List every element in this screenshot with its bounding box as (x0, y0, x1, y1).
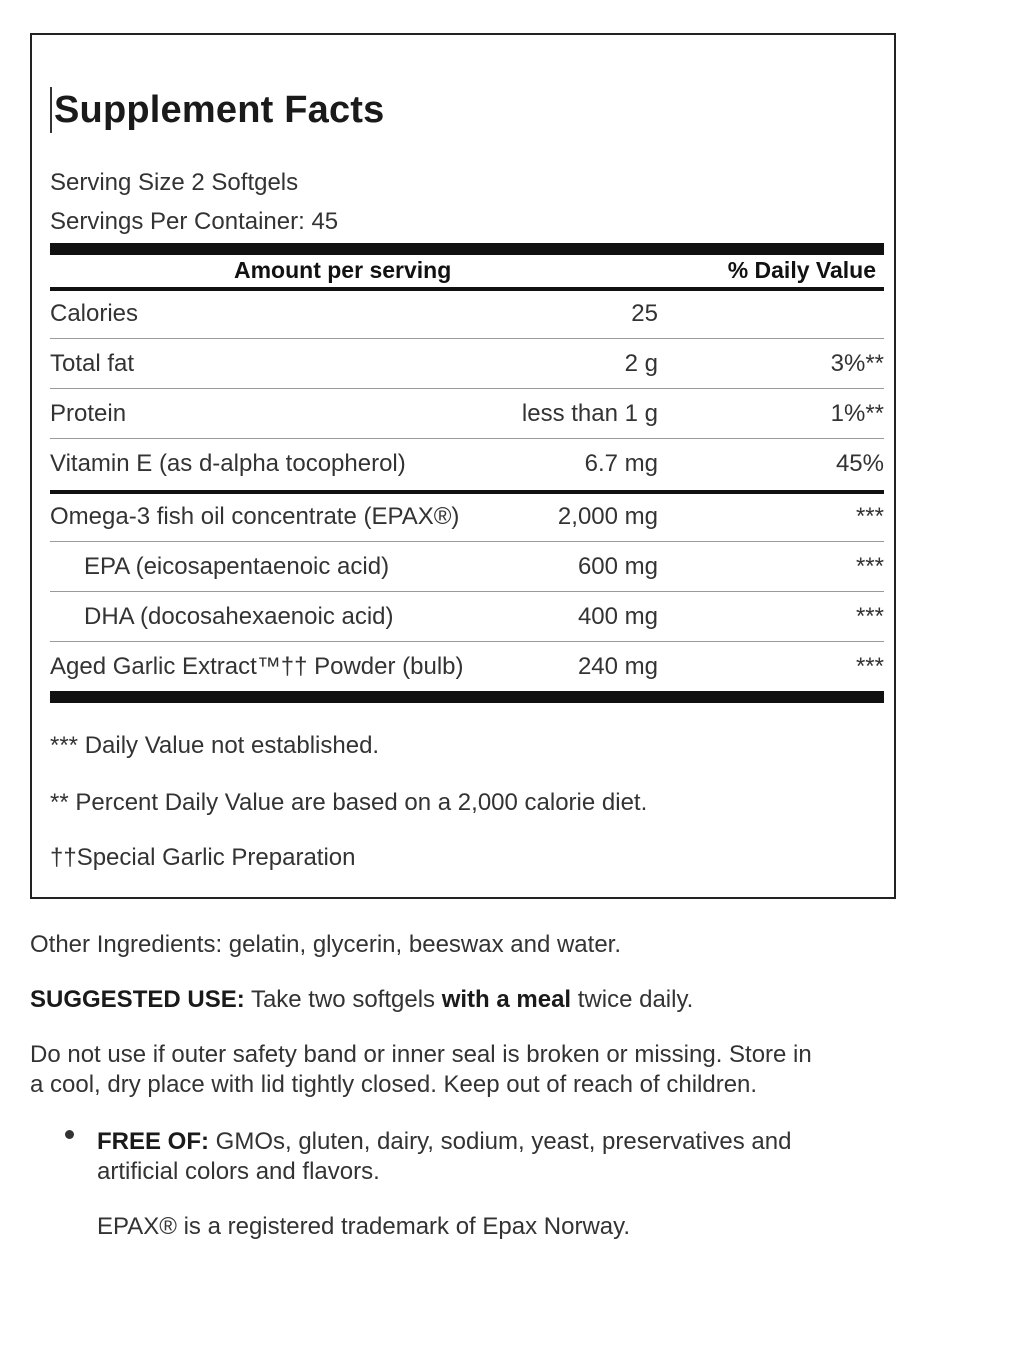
footnote-calorie-diet: ** Percent Daily Value are based on a 2,000 calorie diet. (50, 789, 648, 816)
nutrient-daily-value: 1%** (830, 400, 884, 427)
nutrient-name: Calories (50, 300, 139, 327)
nutrient-row (50, 450, 884, 486)
nutrient-row (50, 603, 884, 639)
suggested-use (30, 985, 910, 1015)
other-ingredients: Other Ingredients: gelatin, glycerin, beeswax and water. (30, 931, 621, 958)
nutrient-amount: 600 mg (577, 553, 658, 580)
free-of-label: FREE OF: (97, 1128, 209, 1155)
footnote-garlic-preparation: ††Special Garlic Preparation (50, 844, 356, 871)
nutrient-daily-value: *** (855, 553, 884, 580)
nutrient-daily-value: *** (855, 603, 884, 630)
storage-warning-line: Do not use if outer safety band or inner seal is broken or missing. Store in (30, 1041, 812, 1068)
divider-row (50, 641, 884, 642)
suggested-use-emphasis: with a meal (441, 986, 572, 1013)
servings-per-container: Servings Per Container: 45 (50, 208, 339, 235)
bullet-icon (65, 1130, 74, 1139)
divider-thick (50, 691, 884, 703)
nutrient-row (50, 350, 884, 386)
nutrient-name: Protein (50, 400, 127, 427)
footnote-dv-not-established: *** Daily Value not established. (50, 732, 380, 759)
nutrient-amount: 2 g (624, 350, 658, 377)
nutrient-row (50, 300, 884, 336)
divider-row (50, 541, 884, 542)
nutrient-name: Aged Garlic Extract™†† Powder (bulb) (50, 653, 464, 680)
divider-row (50, 438, 884, 439)
divider-thick (50, 243, 884, 255)
nutrient-amount: 400 mg (577, 603, 658, 630)
panel-title: Supplement Facts (50, 87, 385, 133)
suggested-use-text: Take two softgels (244, 986, 442, 1013)
nutrient-row (50, 653, 884, 689)
suggested-use-label: SUGGESTED USE: (30, 986, 245, 1013)
divider-row (50, 388, 884, 389)
daily-value-header: % Daily Value (727, 257, 876, 283)
serving-size: Serving Size 2 Softgels (50, 169, 299, 196)
divider-header (50, 287, 884, 291)
nutrient-row (50, 553, 884, 589)
nutrient-name: DHA (docosahexaenoic acid) (84, 603, 394, 630)
storage-warning (30, 1040, 910, 1100)
divider-section (50, 490, 884, 494)
storage-warning-line: a cool, dry place with lid tightly closed. Keep out of reach of children. (30, 1071, 758, 1098)
free-of-list-item (97, 1127, 897, 1187)
nutrient-name: EPA (eicosapentaenoic acid) (84, 553, 390, 580)
nutrient-amount: less than 1 g (521, 400, 658, 427)
nutrient-amount: 240 mg (577, 653, 658, 680)
divider-row (50, 338, 884, 339)
free-of-text-continued: artificial colors and flavors. (97, 1158, 380, 1185)
nutrient-amount: 25 (631, 300, 658, 327)
nutrient-amount: 6.7 mg (584, 450, 658, 477)
supplement-facts-panel (30, 33, 896, 899)
nutrient-row (50, 400, 884, 436)
nutrient-row (50, 503, 884, 539)
nutrient-name: Omega-3 fish oil concentrate (EPAX®) (50, 503, 460, 530)
nutrient-name: Total fat (50, 350, 135, 377)
nutrient-amount: 2,000 mg (557, 503, 658, 530)
nutrient-daily-value: *** (855, 653, 884, 680)
trademark-note: EPAX® is a registered trademark of Epax Norway. (97, 1213, 631, 1240)
suggested-use-text-end: twice daily. (571, 986, 694, 1013)
free-of-text: GMOs, gluten, dairy, sodium, yeast, preservatives and (209, 1128, 792, 1155)
divider-row (50, 591, 884, 592)
nutrient-daily-value: *** (855, 503, 884, 530)
amount-per-serving-header: Amount per serving (234, 257, 452, 283)
nutrient-name: Vitamin E (as d-alpha tocopherol) (50, 450, 406, 477)
nutrient-daily-value: 3%** (830, 350, 884, 377)
nutrient-daily-value: 45% (835, 450, 884, 477)
